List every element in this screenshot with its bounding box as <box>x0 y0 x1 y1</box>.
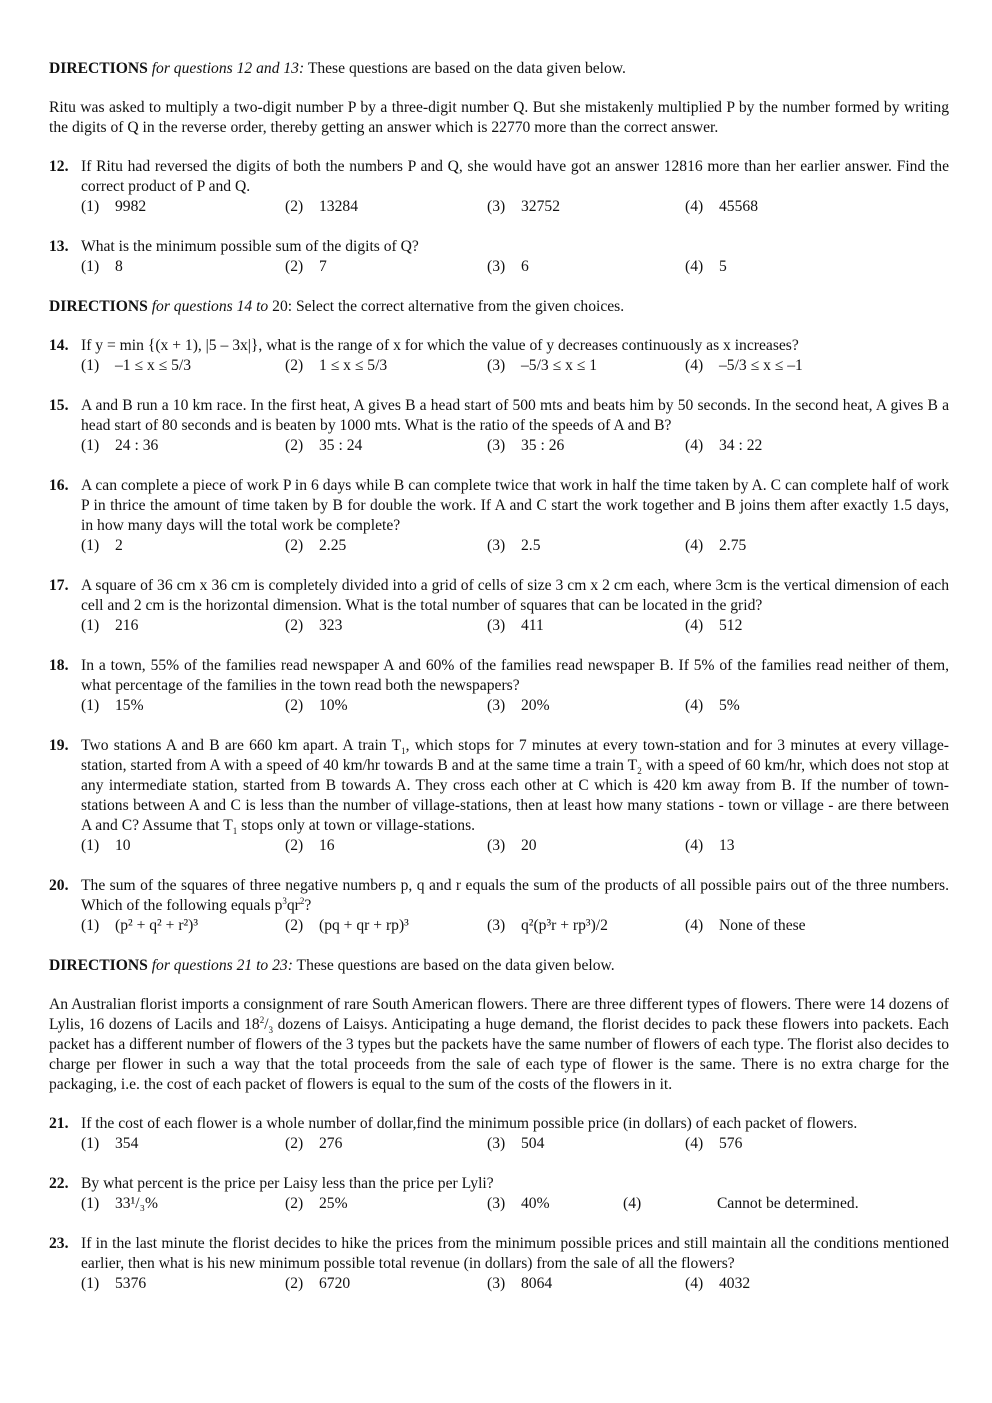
question-number: 15. <box>49 397 69 414</box>
option-4[interactable]: (4) 5% <box>685 697 740 714</box>
question-14 <box>49 336 949 376</box>
question-13 <box>49 237 949 277</box>
question-number: 17. <box>49 577 69 594</box>
option-1[interactable]: (1) 2 <box>81 537 123 554</box>
option-1[interactable]: (1) 9982 <box>81 198 147 215</box>
options <box>81 836 949 856</box>
option-3[interactable]: (3) 20% <box>487 697 550 714</box>
option-3[interactable]: (3) 20 <box>487 837 537 854</box>
question-text: By what percent is the price per Laisy less than the price per Lyli? <box>81 1175 494 1192</box>
option-4[interactable]: (4) 13 <box>685 837 735 854</box>
passage-12-13: Ritu was asked to multiply a two-digit number P by a three-digit number Q. But she mistakenly multiplied P by the number formed by writing the digits of Q in the reverse order, thereby getting an answer which is 22770 more than the correct answer. <box>49 99 949 136</box>
question-number: 21. <box>49 1115 69 1132</box>
option-4[interactable]: (4) 576 <box>685 1135 743 1152</box>
option-4[interactable]: (4) 512 <box>685 617 743 634</box>
options <box>81 1274 949 1294</box>
option-1[interactable]: (1) 8 <box>81 258 123 275</box>
question-number: 18. <box>49 657 69 674</box>
option-1[interactable]: (1) 15% <box>81 697 144 714</box>
directions-label: DIRECTIONS <box>49 298 148 315</box>
options <box>81 257 949 277</box>
option-4[interactable]: (4) 2.75 <box>685 537 747 554</box>
option-2[interactable]: (2) (pq + qr + rp)³ <box>285 917 409 934</box>
question-text: The sum of the squares of three negative numbers p, q and r equals the sum of the products of all possible pairs out of the three numbers. Which of the following equals $p^3qr^2$? <box>81 877 949 914</box>
directions-label: DIRECTIONS <box>49 957 148 974</box>
option-1[interactable]: (1) 33¹/₃% <box>81 1195 159 1212</box>
question-text: A can complete a piece of work P in 6 days while B can complete twice that work in half the time taken by A. C can complete half of work P in thrice the amount of time taken by B for double the work. If A and C start the work together and B joins them after exactly 1.5 days, in how many days will the total work be complete? <box>81 477 949 534</box>
option-1[interactable]: (1) (p² + q² + r²)³ <box>81 917 199 934</box>
question-12 <box>49 157 949 217</box>
options <box>81 1134 949 1154</box>
option-1[interactable]: (1) 354 <box>81 1135 139 1152</box>
option-3[interactable]: (3) 6 <box>487 258 529 275</box>
option-3[interactable]: (3) 32752 <box>487 198 560 215</box>
option-2[interactable]: (2) 7 <box>285 258 327 275</box>
options <box>81 536 949 556</box>
option-2[interactable]: (2) 13284 <box>285 198 358 215</box>
question-text: What is the minimum possible sum of the digits of Q? <box>81 238 419 255</box>
option-2[interactable]: (2) 323 <box>285 617 343 634</box>
question-18 <box>49 656 949 716</box>
option-1[interactable]: (1) 5376 <box>81 1275 147 1292</box>
option-4[interactable]: (4) 34 : 22 <box>685 437 763 454</box>
question-19 <box>49 736 949 856</box>
option-3[interactable]: (3) 411 <box>487 617 544 634</box>
question-text: If in the last minute the florist decides to hike the prices from the minimum possible prices and still maintain all the conditions mentioned earlier, then what is his new minimum possible total revenue (in dollars) from the sale of all the flowers? <box>81 1235 949 1272</box>
option-2[interactable]: (2) 10% <box>285 697 348 714</box>
directions-21-23 <box>49 956 949 976</box>
option-2[interactable]: (2) 1 ≤ x ≤ 5/3 <box>285 357 388 374</box>
question-15 <box>49 396 949 456</box>
directions-text: These questions are based on the data given below. <box>307 60 626 77</box>
option-1[interactable]: (1) 10 <box>81 837 131 854</box>
question-16 <box>49 476 949 556</box>
directions-scope: for questions 12 and 13: <box>151 60 305 77</box>
option-2[interactable]: (2) 35 : 24 <box>285 437 363 454</box>
directions-14-20 <box>49 297 949 317</box>
option-3[interactable]: (3) 2.5 <box>487 537 541 554</box>
option-3[interactable]: (3) 40% <box>487 1195 550 1212</box>
question-text: Two stations A and B are 660 km apart. A train $T_1$, which stops for 7 minutes at every town-station and for 3 minutes at every village-station, started from A with a speed of 40 km/hr towards B and at the same time a train $T_2$ with a speed of 60 km/hr, which does not stop at any intermediate station, started from B towards A. They cross each other at C which is 420 km away from B. If the number of town-stations between A and C is less than the number of village-stations, then at least how many stations - town or village - are there between A and C? Assume that $T_1$ stops only at town or village-stations. <box>81 737 949 837</box>
option-4[interactable]: (4) –5/3 ≤ x ≤ –1 <box>685 357 803 374</box>
question-number: 14. <box>49 337 69 354</box>
option-3[interactable]: (3) 8064 <box>487 1275 553 1292</box>
options <box>81 197 949 217</box>
option-3[interactable]: (3) 35 : 26 <box>487 437 565 454</box>
directions-label: DIRECTIONS <box>49 60 148 77</box>
options <box>81 356 949 376</box>
question-number: 20. <box>49 877 69 894</box>
option-3[interactable]: (3) q²(p³r + rp³)/2 <box>487 917 608 934</box>
question-number: 12. <box>49 158 69 175</box>
options <box>81 696 949 716</box>
directions-text: These questions are based on the data given below. <box>296 957 615 974</box>
question-text: In a town, 55% of the families read newspaper A and 60% of the families read newspaper B. If 5% of the families read neither of them, what percentage of the families in the town read both the newspapers? <box>81 657 949 694</box>
option-4[interactable]: (4) None of these <box>685 917 806 934</box>
question-number: 19. <box>49 737 69 754</box>
option-2[interactable]: (2) 25% <box>285 1195 348 1212</box>
option-4[interactable]: (4) 5 <box>685 258 727 275</box>
option-2[interactable]: (2) 2.25 <box>285 537 347 554</box>
question-23 <box>49 1234 949 1294</box>
question-page <box>49 59 949 1314</box>
directions-text: 20: Select the correct alternative from the given choices. <box>272 298 625 315</box>
directions-scope: for questions 21 to 23: <box>151 957 293 974</box>
options <box>81 436 949 456</box>
options <box>81 916 949 936</box>
option-4[interactable]: (4) 45568 <box>685 198 758 215</box>
question-text: If Ritu had reversed the digits of both the numbers P and Q, she would have got an answer 12816 more than her earlier answer. Find the correct product of P and Q. <box>81 158 949 195</box>
question-text: If y = min {(x + 1), |5 – 3x|}, what is the range of x for which the value of y decreases continuously as x increases? <box>81 337 799 354</box>
question-text: A and B run a 10 km race. In the first heat, A gives B a head start of 500 mts and beats him by 50 seconds. In the second heat, A gives B a head start of 80 seconds and is beaten by 1000 mts. What is the ratio of the speeds of A and B? <box>81 397 949 434</box>
option-2[interactable]: (2) 6720 <box>285 1275 351 1292</box>
option-4[interactable]: (4) Cannot be determined. <box>623 1195 859 1212</box>
question-text: A square of 36 cm x 36 cm is completely divided into a grid of cells of size 3 cm x 2 cm each, where 3cm is the vertical dimension of each cell and 2 cm is the horizontal dimension. What is the total number of squares that can be located in the grid? <box>81 577 949 614</box>
question-21 <box>49 1114 949 1154</box>
directions-12-13 <box>49 59 949 79</box>
question-number: 13. <box>49 238 69 255</box>
option-2[interactable]: (2) 16 <box>285 837 335 854</box>
question-number: 23. <box>49 1235 69 1252</box>
options <box>81 1194 949 1214</box>
option-4[interactable]: (4) 4032 <box>685 1275 751 1292</box>
option-2[interactable]: (2) 276 <box>285 1135 343 1152</box>
options <box>81 616 949 636</box>
question-number: 16. <box>49 477 69 494</box>
option-1[interactable]: (1) 24 : 36 <box>81 437 159 454</box>
question-number: 22. <box>49 1175 69 1192</box>
directions-scope: for questions 14 to <box>151 298 269 315</box>
option-3[interactable]: (3) –5/3 ≤ x ≤ 1 <box>487 357 598 374</box>
question-text: If the cost of each flower is a whole number of dollar,find the minimum possible price (in dollars) of each packet of flowers. <box>81 1115 858 1132</box>
option-1[interactable]: (1) –1 ≤ x ≤ 5/3 <box>81 357 192 374</box>
question-20 <box>49 876 949 936</box>
option-1[interactable]: (1) 216 <box>81 617 139 634</box>
option-3[interactable]: (3) 504 <box>487 1135 545 1152</box>
question-22 <box>49 1174 949 1214</box>
question-17 <box>49 576 949 636</box>
passage-21-23: An Australian florist imports a consignment of rare South American flowers. There are three different types of flowers. There were 14 dozens of Lylis, 16 dozens of Lacils and $18^2/_3$ dozens of Laisys. Anticipating a huge demand, the florist decides to pack these flowers into packets. Each packet has a different number of flowers of the 3 types but the packets have the same number of flowers of each type. The florist also decides to charge per flower in such a way that the total proceeds from the sale of each type of flower is the same. There is no extra charge for the packaging, i.e. the cost of each packet of flowers is equal to the sum of the costs of the flowers in it. <box>49 996 949 1093</box>
